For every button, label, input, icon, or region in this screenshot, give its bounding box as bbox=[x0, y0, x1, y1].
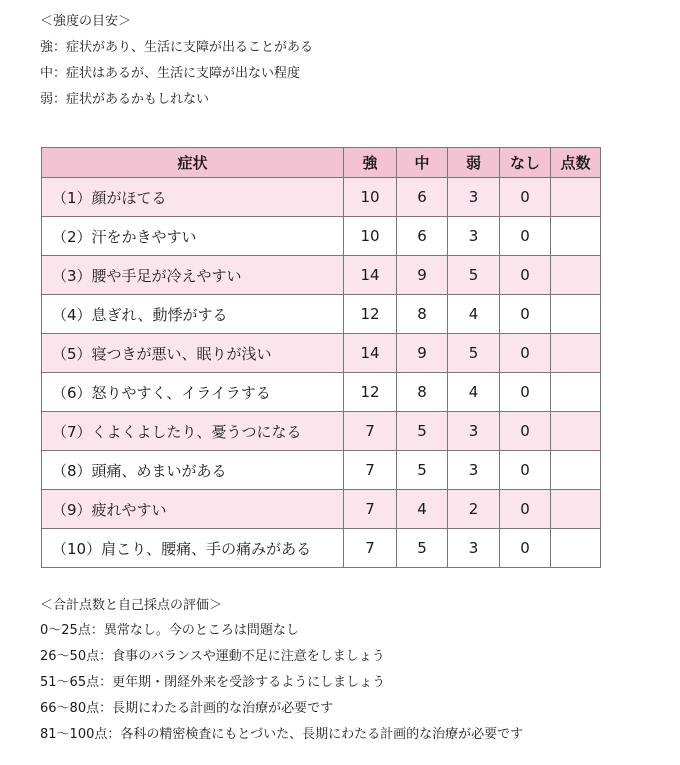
medium-score-cell: 5 bbox=[397, 451, 448, 490]
evaluation-line: 66～80点：長期にわたる計画的な治療が必要です bbox=[40, 700, 334, 716]
strong-score-cell: 14 bbox=[344, 256, 397, 295]
total-score-cell[interactable] bbox=[551, 373, 601, 412]
symptom-cell: （6）怒りやすく、イライラする bbox=[42, 373, 344, 412]
strong-score-cell: 10 bbox=[344, 217, 397, 256]
strong-score-cell: 10 bbox=[344, 178, 397, 217]
medium-score-cell: 9 bbox=[397, 334, 448, 373]
strong-score-cell: 7 bbox=[344, 451, 397, 490]
symptom-cell: （7）くよくよしたり、憂うつになる bbox=[42, 412, 344, 451]
none-score-cell: 0 bbox=[500, 178, 551, 217]
medium-score-cell: 8 bbox=[397, 295, 448, 334]
weak-score-cell: 3 bbox=[448, 217, 500, 256]
none-score-cell: 0 bbox=[500, 217, 551, 256]
symptom-cell: （5）寝つきが悪い、眠りが浅い bbox=[42, 334, 344, 373]
header-strong: 強 bbox=[344, 148, 397, 178]
none-score-cell: 0 bbox=[500, 529, 551, 568]
weak-score-cell: 5 bbox=[448, 334, 500, 373]
table-row bbox=[42, 256, 601, 295]
medium-score-cell: 4 bbox=[397, 490, 448, 529]
symptom-table bbox=[41, 147, 601, 568]
evaluation-line: 81～100点：各科の精密検査にもとづいた、長期にわたる計画的な治療が必要です bbox=[40, 726, 524, 742]
total-score-cell[interactable] bbox=[551, 451, 601, 490]
evaluation-title: ＜合計点数と自己採点の評価＞ bbox=[40, 597, 223, 613]
weak-score-cell: 4 bbox=[448, 373, 500, 412]
table-row bbox=[42, 295, 601, 334]
none-score-cell: 0 bbox=[500, 334, 551, 373]
none-score-cell: 0 bbox=[500, 373, 551, 412]
table-row bbox=[42, 373, 601, 412]
strong-score-cell: 7 bbox=[344, 490, 397, 529]
weak-score-cell: 2 bbox=[448, 490, 500, 529]
table-row bbox=[42, 490, 601, 529]
total-score-cell[interactable] bbox=[551, 256, 601, 295]
strong-score-cell: 14 bbox=[344, 334, 397, 373]
none-score-cell: 0 bbox=[500, 451, 551, 490]
medium-score-cell: 5 bbox=[397, 412, 448, 451]
weak-score-cell: 3 bbox=[448, 451, 500, 490]
none-score-cell: 0 bbox=[500, 295, 551, 334]
table-row bbox=[42, 412, 601, 451]
intensity-medium-desc: 中：症状はあるが、生活に支障が出ない程度 bbox=[40, 65, 301, 81]
medium-score-cell: 9 bbox=[397, 256, 448, 295]
weak-score-cell: 4 bbox=[448, 295, 500, 334]
table-row bbox=[42, 217, 601, 256]
table-row bbox=[42, 178, 601, 217]
header-none: なし bbox=[500, 148, 551, 178]
intensity-strong-desc: 強：症状があり、生活に支障が出ることがある bbox=[40, 39, 314, 55]
medium-score-cell: 6 bbox=[397, 178, 448, 217]
strong-score-cell: 7 bbox=[344, 529, 397, 568]
symptom-cell: （2）汗をかきやすい bbox=[42, 217, 344, 256]
evaluation-line: 0～25点：異常なし。今のところは問題なし bbox=[40, 622, 299, 638]
medium-score-cell: 6 bbox=[397, 217, 448, 256]
strong-score-cell: 12 bbox=[344, 295, 397, 334]
symptom-cell: （3）腰や手足が冷えやすい bbox=[42, 256, 344, 295]
evaluation-line: 51～65点：更年期・閉経外来を受診するようにしましょう bbox=[40, 674, 386, 690]
table-row bbox=[42, 529, 601, 568]
strong-score-cell: 12 bbox=[344, 373, 397, 412]
table-row bbox=[42, 334, 601, 373]
symptom-cell: （10）肩こり、腰痛、手の痛みがある bbox=[42, 529, 344, 568]
none-score-cell: 0 bbox=[500, 256, 551, 295]
symptom-cell: （1）顔がほてる bbox=[42, 178, 344, 217]
evaluation-section bbox=[40, 591, 523, 745]
header-symptom: 症状 bbox=[42, 148, 344, 178]
total-score-cell[interactable] bbox=[551, 295, 601, 334]
weak-score-cell: 3 bbox=[448, 529, 500, 568]
strong-score-cell: 7 bbox=[344, 412, 397, 451]
weak-score-cell: 3 bbox=[448, 178, 500, 217]
weak-score-cell: 3 bbox=[448, 412, 500, 451]
symptom-cell: （8）頭痛、めまいがある bbox=[42, 451, 344, 490]
intensity-weak-desc: 弱：症状があるかもしれない bbox=[40, 91, 210, 107]
symptom-cell: （9）疲れやすい bbox=[42, 490, 344, 529]
evaluation-line: 26～50点：食事のバランスや運動不足に注意をしましょう bbox=[40, 648, 385, 664]
none-score-cell: 0 bbox=[500, 490, 551, 529]
weak-score-cell: 5 bbox=[448, 256, 500, 295]
table-header-row bbox=[42, 148, 601, 178]
intensity-guide bbox=[40, 8, 313, 112]
total-score-cell[interactable] bbox=[551, 334, 601, 373]
total-score-cell[interactable] bbox=[551, 490, 601, 529]
total-score-cell[interactable] bbox=[551, 412, 601, 451]
none-score-cell: 0 bbox=[500, 412, 551, 451]
medium-score-cell: 8 bbox=[397, 373, 448, 412]
table-row bbox=[42, 451, 601, 490]
total-score-cell[interactable] bbox=[551, 529, 601, 568]
total-score-cell[interactable] bbox=[551, 178, 601, 217]
header-weak: 弱 bbox=[448, 148, 500, 178]
intensity-guide-title: ＜強度の目安＞ bbox=[40, 13, 132, 29]
header-score: 点数 bbox=[551, 148, 601, 178]
total-score-cell[interactable] bbox=[551, 217, 601, 256]
symptom-cell: （4）息ぎれ、動悸がする bbox=[42, 295, 344, 334]
header-medium: 中 bbox=[397, 148, 448, 178]
medium-score-cell: 5 bbox=[397, 529, 448, 568]
